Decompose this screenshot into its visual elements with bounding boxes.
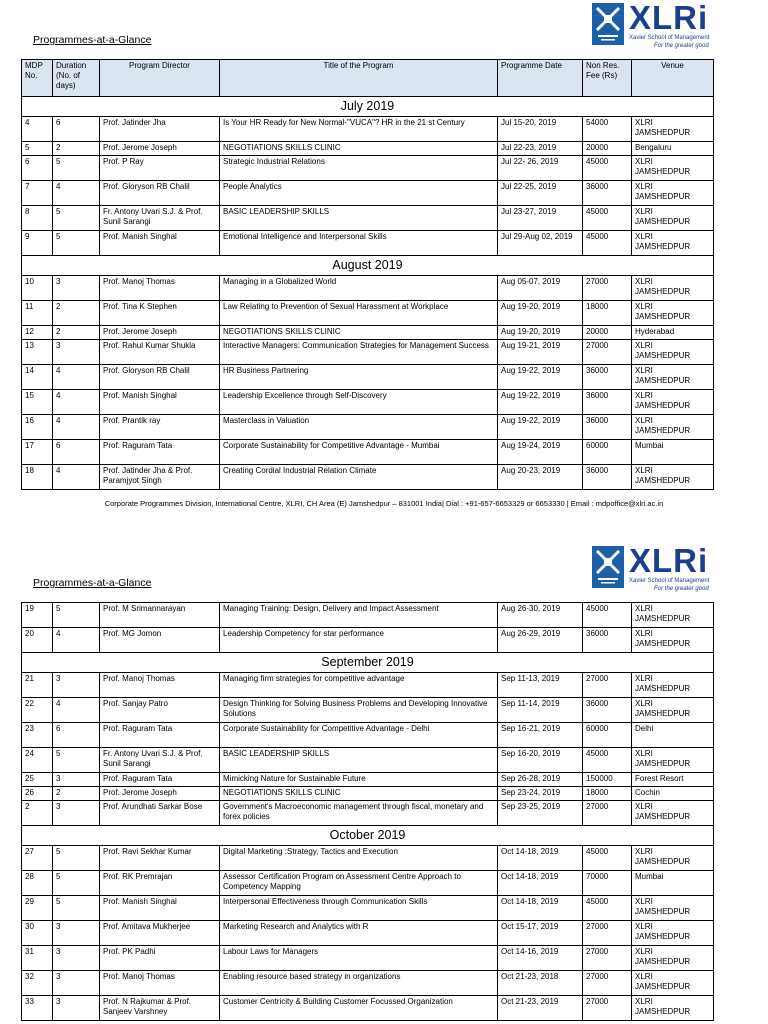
duration-cell: 5: [53, 896, 100, 921]
director-cell: Prof. PK Padhi: [100, 946, 220, 971]
table-row: [22, 773, 714, 787]
title-cell: Assessor Certification Program on Assessment Centre Approach to Competency Mapping: [220, 871, 498, 896]
director-cell: Prof. Jatinder Jha & Prof. Paramjyot Singh: [100, 465, 220, 490]
title-cell: Is Your HR Ready for New Normal-"VUCA"? HR in the 21 st Century: [220, 117, 498, 142]
table-row: [22, 698, 714, 723]
date-cell: Aug 20-23, 2019: [498, 465, 583, 490]
director-cell: Prof. Jatinder Jha: [100, 117, 220, 142]
date-cell: Aug 19-22, 2019: [498, 390, 583, 415]
date-cell: Aug 05-07, 2019: [498, 276, 583, 301]
title-cell: People Analytics: [220, 181, 498, 206]
table-row: [22, 946, 714, 971]
title-cell: NEGOTIATIONS SKILLS CLINIC: [220, 326, 498, 340]
venue-cell: Mumbai: [632, 871, 714, 896]
page-2: [0, 530, 768, 1024]
date-cell: Oct 14-18, 2019: [498, 896, 583, 921]
venue-cell: XLRI JAMSHEDPUR: [632, 301, 714, 326]
date-cell: Sep 11-13, 2019: [498, 673, 583, 698]
mdp-no-cell: 30: [22, 921, 53, 946]
venue-cell: XLRI JAMSHEDPUR: [632, 340, 714, 365]
mdp-no-cell: 22: [22, 698, 53, 723]
programmes-table: [21, 59, 714, 490]
table-row: [22, 206, 714, 231]
date-cell: Sep 16-21, 2019: [498, 723, 583, 748]
table-row: [22, 748, 714, 773]
fee-cell: 45000: [583, 231, 632, 256]
venue-cell: Mumbai: [632, 440, 714, 465]
director-cell: Fr. Antony Uvari S.J. & Prof. Sunil Sarangi: [100, 748, 220, 773]
duration-cell: 5: [53, 871, 100, 896]
logo-tagline: For the greater good: [654, 586, 709, 592]
table-row: [22, 117, 714, 142]
fee-cell: 36000: [583, 465, 632, 490]
table-row: [22, 390, 714, 415]
venue-cell: Hyderabad: [632, 326, 714, 340]
director-cell: Prof. Gloryson RB Chalil: [100, 181, 220, 206]
duration-cell: 3: [53, 340, 100, 365]
programmes-table: [21, 602, 714, 1021]
mdp-no-cell: 25: [22, 773, 53, 787]
title-cell: BASIC LEADERSHIP SKILLS: [220, 748, 498, 773]
month-heading: July 2019: [22, 97, 714, 117]
fee-cell: 45000: [583, 846, 632, 871]
venue-cell: XLRI JAMSHEDPUR: [632, 628, 714, 653]
fee-cell: 150000: [583, 773, 632, 787]
duration-cell: 3: [53, 773, 100, 787]
title-cell: Labour Laws for Managers: [220, 946, 498, 971]
duration-cell: 6: [53, 723, 100, 748]
fee-cell: 36000: [583, 365, 632, 390]
mdp-no-cell: 26: [22, 787, 53, 801]
director-cell: Prof. Jerome Joseph: [100, 142, 220, 156]
date-cell: Aug 19-21, 2019: [498, 340, 583, 365]
mdp-no-cell: 16: [22, 415, 53, 440]
fee-cell: 27000: [583, 340, 632, 365]
table-body: [22, 603, 714, 1021]
venue-cell: XLRI JAMSHEDPUR: [632, 276, 714, 301]
mdp-no-cell: 13: [22, 340, 53, 365]
fee-cell: 45000: [583, 896, 632, 921]
venue-cell: XLRI JAMSHEDPUR: [632, 156, 714, 181]
table-row: [22, 415, 714, 440]
title-cell: Interactive Managers: Communication Strategies for Management Success: [220, 340, 498, 365]
xlri-emblem-icon: [592, 3, 624, 45]
mdp-no-cell: 7: [22, 181, 53, 206]
duration-cell: 6: [53, 440, 100, 465]
director-cell: Fr. Antony Uvari S.J. & Prof. Sunil Sarangi: [100, 206, 220, 231]
duration-cell: 3: [53, 921, 100, 946]
director-cell: Prof. Arundhati Sarkar Bose: [100, 801, 220, 826]
title-cell: Customer Centricity & Building Customer Focussed Organization: [220, 996, 498, 1021]
mdp-no-cell: 32: [22, 971, 53, 996]
venue-cell: Forest Resort: [632, 773, 714, 787]
director-cell: Prof. Raguram Tata: [100, 723, 220, 748]
duration-cell: 5: [53, 156, 100, 181]
table-row: [22, 465, 714, 490]
fee-cell: 18000: [583, 301, 632, 326]
date-cell: Jul 29-Aug 02, 2019: [498, 231, 583, 256]
mdp-no-cell: 6: [22, 156, 53, 181]
date-cell: Oct 14-18, 2019: [498, 871, 583, 896]
venue-cell: XLRI JAMSHEDPUR: [632, 896, 714, 921]
title-cell: Managing firm strategies for competitive advantage: [220, 673, 498, 698]
table-row: [22, 365, 714, 390]
duration-cell: 4: [53, 365, 100, 390]
table-row: [22, 340, 714, 365]
logo-subtitle: Xavier School of Management: [629, 578, 710, 584]
title-cell: Creating Cordial Industrial Relation Climate: [220, 465, 498, 490]
title-cell: Government's Macroeconomic management through fiscal, monetary and forex policies: [220, 801, 498, 826]
title-cell: Design Thinking for Solving Business Problems and Developing Innovative Solutions: [220, 698, 498, 723]
date-cell: Aug 26-29, 2019: [498, 628, 583, 653]
xlri-emblem-icon: [592, 546, 624, 588]
fee-cell: 36000: [583, 390, 632, 415]
date-cell: Sep 23-24, 2019: [498, 787, 583, 801]
mdp-no-cell: 28: [22, 871, 53, 896]
fee-cell: 27000: [583, 921, 632, 946]
venue-cell: XLRI JAMSHEDPUR: [632, 921, 714, 946]
mdp-no-cell: 18: [22, 465, 53, 490]
duration-cell: 2: [53, 787, 100, 801]
date-cell: Oct 21-23, 2018: [498, 971, 583, 996]
header-programme-date: Programme Date: [498, 60, 583, 97]
title-cell: Strategic Industrial Relations: [220, 156, 498, 181]
title-cell: Interpersonal Effectiveness through Communication Skills: [220, 896, 498, 921]
fee-cell: 45000: [583, 206, 632, 231]
date-cell: Aug 19-24, 2019: [498, 440, 583, 465]
venue-cell: XLRI JAMSHEDPUR: [632, 946, 714, 971]
director-cell: Prof. N Rajkumar & Prof. Sanjeev Varshney: [100, 996, 220, 1021]
mdp-no-cell: 24: [22, 748, 53, 773]
title-cell: Managing in a Globalized World: [220, 276, 498, 301]
table-row: [22, 896, 714, 921]
venue-cell: Cochin: [632, 787, 714, 801]
mdp-no-cell: 20: [22, 628, 53, 653]
title-cell: Law Relating to Prevention of Sexual Harassment at Workplace: [220, 301, 498, 326]
director-cell: Prof. Manoj Thomas: [100, 276, 220, 301]
fee-cell: 60000: [583, 723, 632, 748]
table-row: [22, 628, 714, 653]
mdp-no-cell: 27: [22, 846, 53, 871]
header-program-director: Program Director: [100, 60, 220, 97]
xlri-logo: [592, 0, 714, 55]
table-header-row: [22, 60, 714, 97]
fee-cell: 27000: [583, 946, 632, 971]
fee-cell: 36000: [583, 698, 632, 723]
title-cell: Corporate Sustainability for Competitive Advantage - Delhi: [220, 723, 498, 748]
mdp-no-cell: 14: [22, 365, 53, 390]
mdp-no-cell: 4: [22, 117, 53, 142]
logo-tagline: For the greater good: [654, 43, 709, 49]
duration-cell: 5: [53, 603, 100, 628]
header-title: Title of the Program: [220, 60, 498, 97]
title-cell: NEGOTIATIONS SKILLS CLINIC: [220, 142, 498, 156]
table-row: [22, 276, 714, 301]
venue-cell: XLRI JAMSHEDPUR: [632, 846, 714, 871]
director-cell: Prof. Raguram Tata: [100, 440, 220, 465]
duration-cell: 3: [53, 276, 100, 301]
date-cell: Oct 15-17, 2019: [498, 921, 583, 946]
director-cell: Prof. Manoj Thomas: [100, 673, 220, 698]
month-heading-row: [22, 826, 714, 846]
duration-cell: 5: [53, 206, 100, 231]
director-cell: Prof. Sanjay Patro: [100, 698, 220, 723]
duration-cell: 4: [53, 628, 100, 653]
fee-cell: 36000: [583, 628, 632, 653]
header-duration: Duration (No. of days): [53, 60, 100, 97]
fee-cell: 45000: [583, 748, 632, 773]
venue-cell: Delhi: [632, 723, 714, 748]
venue-cell: XLRI JAMSHEDPUR: [632, 603, 714, 628]
date-cell: Aug 19-20, 2019: [498, 326, 583, 340]
director-cell: Prof. P Ray: [100, 156, 220, 181]
header-venue: Venue: [632, 60, 714, 97]
month-heading: August 2019: [22, 256, 714, 276]
table-row: [22, 996, 714, 1021]
mdp-no-cell: 5: [22, 142, 53, 156]
mdp-no-cell: 11: [22, 301, 53, 326]
page-heading: Programmes-at-a-Glance: [33, 577, 152, 589]
mdp-no-cell: 21: [22, 673, 53, 698]
header-mdp-no: MDP No.: [22, 60, 53, 97]
duration-cell: 3: [53, 801, 100, 826]
logo-subtitle: Xavier School of Management: [629, 35, 710, 41]
table-row: [22, 301, 714, 326]
venue-cell: XLRI JAMSHEDPUR: [632, 415, 714, 440]
header-fee: Non Res. Fee (Rs): [583, 60, 632, 97]
table-row: [22, 723, 714, 748]
duration-cell: 2: [53, 326, 100, 340]
date-cell: Aug 26-30, 2019: [498, 603, 583, 628]
table-body: [22, 97, 714, 490]
title-cell: Marketing Research and Analytics with R: [220, 921, 498, 946]
date-cell: Oct 14-16, 2019: [498, 946, 583, 971]
duration-cell: 3: [53, 971, 100, 996]
table-row: [22, 971, 714, 996]
title-cell: Masterclass in Valuation: [220, 415, 498, 440]
venue-cell: XLRI JAMSHEDPUR: [632, 206, 714, 231]
director-cell: Prof. Rahul Kumar Shukla: [100, 340, 220, 365]
venue-cell: Bengaluru: [632, 142, 714, 156]
table-row: [22, 231, 714, 256]
page-heading: Programmes-at-a-Glance: [33, 34, 152, 46]
fee-cell: 27000: [583, 801, 632, 826]
fee-cell: 18000: [583, 787, 632, 801]
venue-cell: XLRI JAMSHEDPUR: [632, 698, 714, 723]
venue-cell: XLRI JAMSHEDPUR: [632, 365, 714, 390]
duration-cell: 3: [53, 996, 100, 1021]
director-cell: Prof. MG Jomon: [100, 628, 220, 653]
table-row: [22, 846, 714, 871]
table-row: [22, 603, 714, 628]
mdp-no-cell: 23: [22, 723, 53, 748]
date-cell: Oct 21-23, 2019: [498, 996, 583, 1021]
date-cell: Sep 11-14, 2019: [498, 698, 583, 723]
date-cell: Jul 15-20, 2019: [498, 117, 583, 142]
table-row: [22, 871, 714, 896]
director-cell: Prof. Tina K Stephen: [100, 301, 220, 326]
fee-cell: 54000: [583, 117, 632, 142]
director-cell: Prof. Prantik ray: [100, 415, 220, 440]
mdp-no-cell: 12: [22, 326, 53, 340]
fee-cell: 70000: [583, 871, 632, 896]
fee-cell: 20000: [583, 142, 632, 156]
director-cell: Prof. Gloryson RB Chalil: [100, 365, 220, 390]
director-cell: Prof. Manish Singhal: [100, 231, 220, 256]
venue-cell: XLRI JAMSHEDPUR: [632, 181, 714, 206]
date-cell: Sep 26-28, 2019: [498, 773, 583, 787]
mdp-no-cell: 29: [22, 896, 53, 921]
month-heading-row: [22, 97, 714, 117]
table-row: [22, 142, 714, 156]
table-row: [22, 156, 714, 181]
title-cell: Leadership Competency for star performance: [220, 628, 498, 653]
director-cell: Prof. Jerome Joseph: [100, 326, 220, 340]
venue-cell: XLRI JAMSHEDPUR: [632, 117, 714, 142]
date-cell: Jul 22-25, 2019: [498, 181, 583, 206]
title-cell: HR Business Partnering: [220, 365, 498, 390]
venue-cell: XLRI JAMSHEDPUR: [632, 390, 714, 415]
venue-cell: XLRI JAMSHEDPUR: [632, 231, 714, 256]
table-row: [22, 801, 714, 826]
venue-cell: XLRI JAMSHEDPUR: [632, 996, 714, 1021]
mdp-no-cell: 9: [22, 231, 53, 256]
venue-cell: XLRI JAMSHEDPUR: [632, 971, 714, 996]
date-cell: Aug 19-22, 2019: [498, 365, 583, 390]
mdp-no-cell: 17: [22, 440, 53, 465]
month-heading: September 2019: [22, 653, 714, 673]
duration-cell: 5: [53, 748, 100, 773]
duration-cell: 4: [53, 415, 100, 440]
table-row: [22, 326, 714, 340]
logo-wordmark: XLRi: [629, 0, 709, 36]
fee-cell: 45000: [583, 156, 632, 181]
month-heading: October 2019: [22, 826, 714, 846]
table-row: [22, 440, 714, 465]
footer-contact: Corporate Programmes Division, International Centre, XLRI, CH Area (E) Jamshedpur – 831001 India| Dial : +91-657-6653329 or 6653330 | Email : mdpoffice@xlri.ac.in: [104, 499, 664, 508]
fee-cell: 20000: [583, 326, 632, 340]
director-cell: Prof. Jerome Joseph: [100, 787, 220, 801]
mdp-no-cell: 8: [22, 206, 53, 231]
duration-cell: 4: [53, 465, 100, 490]
fee-cell: 27000: [583, 673, 632, 698]
title-cell: Emotional Intelligence and Interpersonal Skills: [220, 231, 498, 256]
mdp-no-cell: 19: [22, 603, 53, 628]
duration-cell: 4: [53, 698, 100, 723]
table-row: [22, 181, 714, 206]
date-cell: Jul 22-23, 2019: [498, 142, 583, 156]
fee-cell: 36000: [583, 415, 632, 440]
duration-cell: 4: [53, 181, 100, 206]
title-cell: Enabling resource based strategy in organizations: [220, 971, 498, 996]
month-heading-row: [22, 256, 714, 276]
xlri-logo: [592, 542, 714, 598]
director-cell: Prof. Amitava Mukherjee: [100, 921, 220, 946]
duration-cell: 2: [53, 301, 100, 326]
duration-cell: 3: [53, 673, 100, 698]
director-cell: Prof. M Srimannarayan: [100, 603, 220, 628]
duration-cell: 5: [53, 846, 100, 871]
title-cell: Mimicking Nature for Sustainable Future: [220, 773, 498, 787]
mdp-no-cell: 33: [22, 996, 53, 1021]
title-cell: Leadership Excellence through Self-Discovery: [220, 390, 498, 415]
date-cell: Jul 22- 26, 2019: [498, 156, 583, 181]
duration-cell: 3: [53, 946, 100, 971]
date-cell: Jul 23-27, 2019: [498, 206, 583, 231]
venue-cell: XLRI JAMSHEDPUR: [632, 465, 714, 490]
title-cell: BASIC LEADERSHIP SKILLS: [220, 206, 498, 231]
duration-cell: 4: [53, 390, 100, 415]
month-heading-row: [22, 653, 714, 673]
title-cell: NEGOTIATIONS SKILLS CLINIC: [220, 787, 498, 801]
duration-cell: 5: [53, 231, 100, 256]
mdp-no-cell: 31: [22, 946, 53, 971]
director-cell: Prof. RK Premrajan: [100, 871, 220, 896]
mdp-no-cell: 2: [22, 801, 53, 826]
date-cell: Aug 19-22, 2019: [498, 415, 583, 440]
fee-cell: 27000: [583, 276, 632, 301]
fee-cell: 36000: [583, 181, 632, 206]
venue-cell: XLRI JAMSHEDPUR: [632, 748, 714, 773]
date-cell: Sep 23-25, 2019: [498, 801, 583, 826]
duration-cell: 2: [53, 142, 100, 156]
director-cell: Prof. Manish Singhal: [100, 390, 220, 415]
mdp-no-cell: 15: [22, 390, 53, 415]
fee-cell: 45000: [583, 603, 632, 628]
table-row: [22, 673, 714, 698]
title-cell: Managing Training: Design, Delivery and Impact Assessment: [220, 603, 498, 628]
date-cell: Sep 16-20, 2019: [498, 748, 583, 773]
logo-wordmark: XLRi: [629, 542, 709, 579]
venue-cell: XLRI JAMSHEDPUR: [632, 673, 714, 698]
mdp-no-cell: 10: [22, 276, 53, 301]
table-row: [22, 787, 714, 801]
fee-cell: 60000: [583, 440, 632, 465]
date-cell: Aug 19-20, 2019: [498, 301, 583, 326]
fee-cell: 27000: [583, 971, 632, 996]
title-cell: Digital Marketing :Strategy, Tactics and Execution: [220, 846, 498, 871]
date-cell: Oct 14-18, 2019: [498, 846, 583, 871]
title-cell: Corporate Sustainability for Competitive Advantage - Mumbai: [220, 440, 498, 465]
director-cell: Prof. Manoj Thomas: [100, 971, 220, 996]
director-cell: Prof. Ravi Sekhar Kumar: [100, 846, 220, 871]
director-cell: Prof. Raguram Tata: [100, 773, 220, 787]
fee-cell: 27000: [583, 996, 632, 1021]
table-row: [22, 921, 714, 946]
venue-cell: XLRI JAMSHEDPUR: [632, 801, 714, 826]
duration-cell: 6: [53, 117, 100, 142]
director-cell: Prof. Manish Singhal: [100, 896, 220, 921]
